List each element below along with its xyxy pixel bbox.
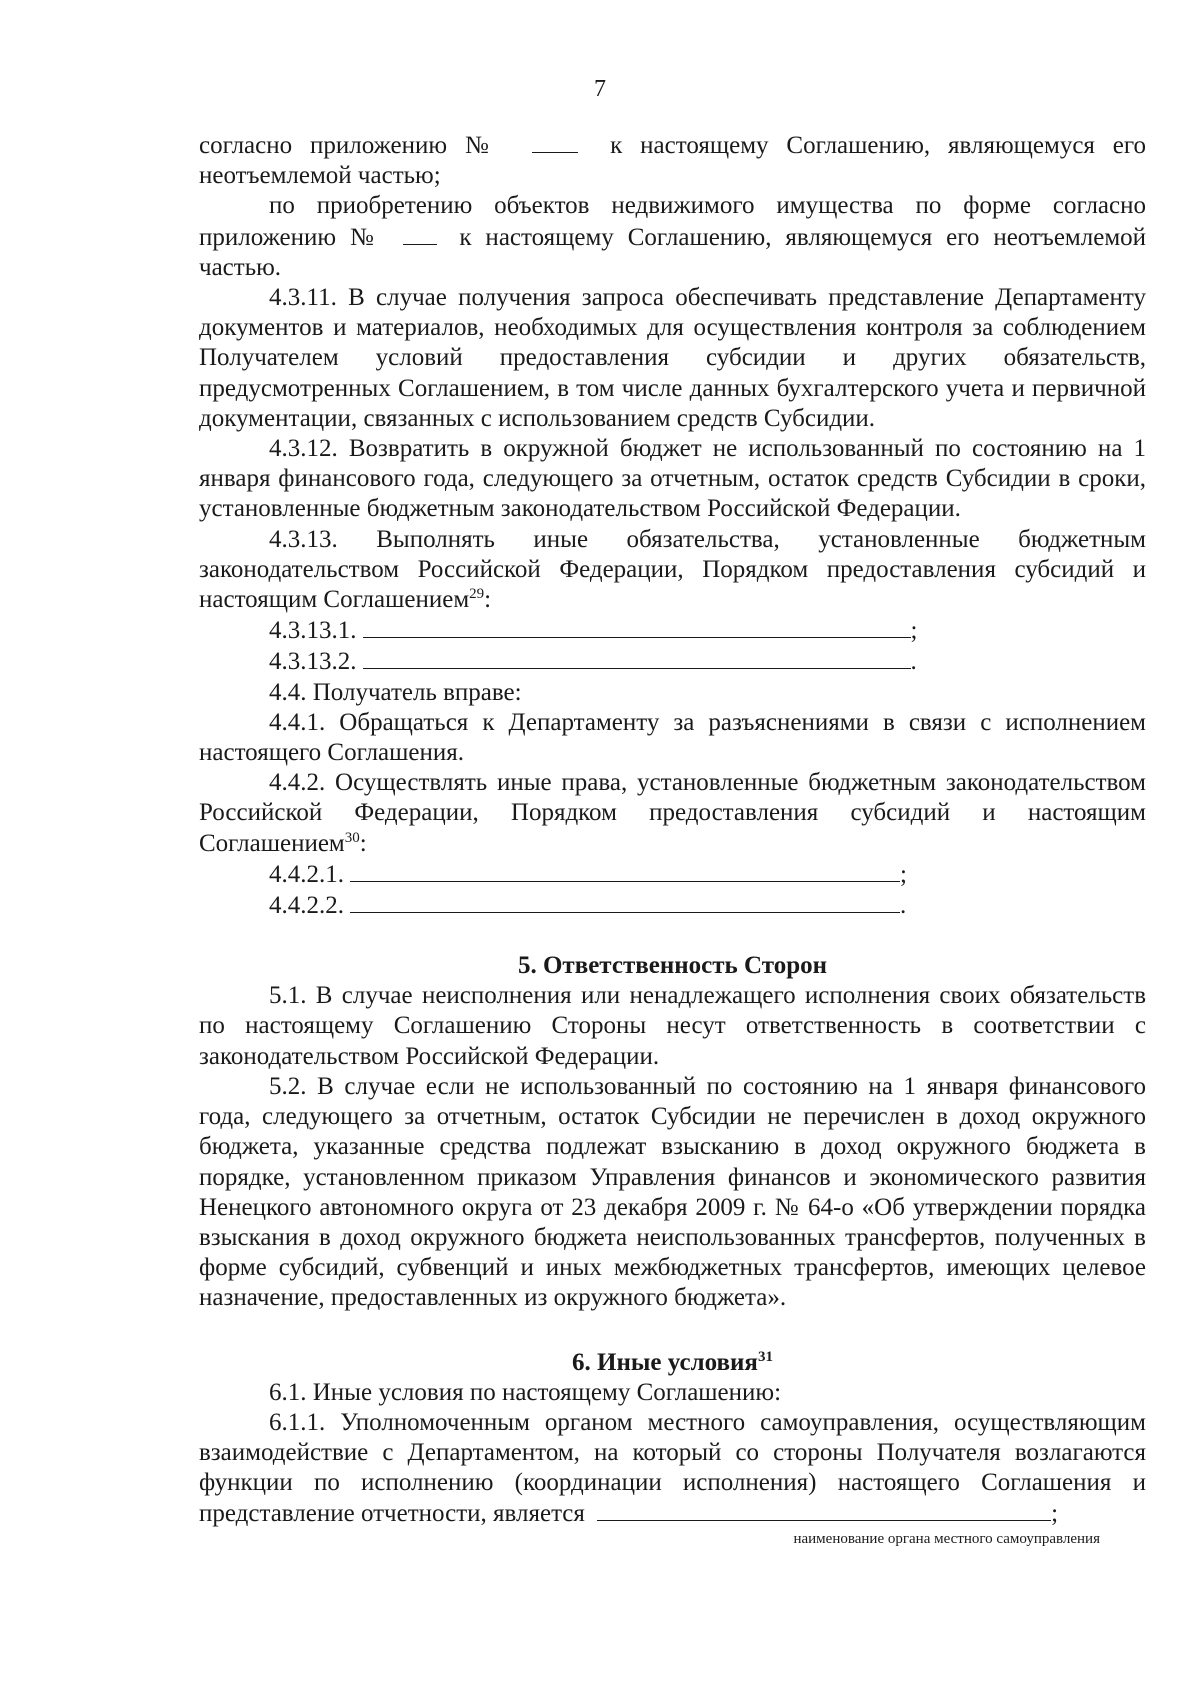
paragraph-text: 4.3.13. Выполнять иные обязательства, установленные бюджетным законодательством Российской Федерации, Порядком предоставления субсидий и настоящим Соглашением: [199, 525, 1146, 614]
blank-line: [532, 130, 578, 153]
fill-line-label: 4.3.13.2.: [269, 648, 357, 676]
page-number: 7: [594, 76, 606, 102]
paragraph-real-estate: [199, 191, 1146, 283]
fill-line-4-3-13-2: [199, 646, 1146, 677]
paragraph-annex-reference: [199, 130, 1146, 191]
footnote-marker: 30: [344, 829, 360, 846]
section-6-title: 6. Иные условия: [572, 1348, 758, 1376]
paragraph-text: 4.4.2. Осуществлять иные права, установленные бюджетным законодательством Российской Федерации, Порядком предоставления субсидий и настоящим Соглашением: [199, 769, 1146, 857]
blank-line: [597, 1498, 1051, 1521]
paragraph-6-1: 6.1. Иные условия по настоящему Соглашению:: [269, 1378, 782, 1406]
blank-line: [350, 859, 900, 882]
document-body: [199, 130, 1146, 1548]
paragraph-4-3-12: 4.3.12. Возвратить в окружной бюджет не использованный по состоянию на 1 января финансового года, следующего за отчетным, остаток средств Субсидии в сроки, установленные бюджетным законодательством Российской Федерации.: [199, 435, 1146, 523]
fill-line-label: 4.4.2.1.: [269, 860, 344, 888]
footnote-marker: 29: [469, 586, 485, 603]
fill-line-label: 4.3.13.1.: [269, 617, 357, 645]
spacer: [199, 1314, 1146, 1348]
field-caption: наименование органа местного самоуправления: [793, 1530, 1100, 1547]
paragraph-text: по приобретению объектов недвижимого имущества по форме согласно приложению №: [199, 192, 1146, 251]
paragraph-end: ;: [1051, 1500, 1059, 1528]
fill-line-end: .: [910, 648, 917, 676]
fill-line-label: 4.4.2.2.: [269, 892, 344, 920]
fill-line-end: ;: [910, 617, 918, 645]
spacer: [199, 921, 1146, 951]
blank-line: [350, 890, 900, 913]
paragraph-6-1-1: [199, 1408, 1146, 1530]
paragraph-5-1: 5.1. В случае неисполнения или ненадлежащего исполнения своих обязательств по настоящему Соглашению Стороны несут ответственность в соответствии с законодательством Российской Федерации.: [199, 982, 1146, 1070]
blank-line: [363, 615, 911, 638]
paragraph-4-3-13: [199, 525, 1146, 616]
paragraph-end: :: [359, 829, 367, 857]
paragraph-text: к настоящему Соглашению, являющемуся его неотъемлемой частью.: [199, 223, 1147, 281]
paragraph-4-3-11: 4.3.11. В случае получения запроса обеспечивать представление Департаменту документов и материалов, необходимых для осуществления контроля за соблюдением Получателем условий предоставления субсидии и других обязательств, предусмотренных Соглашением, в том числе данных бухгалтерского учета и первичной документации, связанных с использованием средств Субсидии.: [199, 284, 1146, 432]
paragraph-text: 6.1.1. Уполномоченным органом местного самоуправления, осуществляющим взаимодействие с Департаментом, на который со стороны Получателя возлагаются функции по исполнению (координации исполнения) настоящего Соглашения и представление отчетности, является: [199, 1408, 1146, 1528]
fill-line-end: ;: [900, 860, 907, 888]
section-5-heading: 5. Ответственность Сторон: [517, 952, 828, 980]
fill-line-4-4-2-2: [199, 890, 1146, 921]
fill-line-end: .: [900, 892, 907, 920]
fill-line-4-3-13-1: [199, 615, 1146, 646]
fill-line-4-4-2-1: [199, 859, 1146, 890]
paragraph-4-4: 4.4. Получатель вправе:: [269, 678, 522, 706]
paragraph-text: к настоящему Соглашению, являющемуся его неотъемлемой частью;: [199, 132, 1147, 190]
section-6-heading: [199, 1348, 1146, 1378]
paragraph-end: :: [484, 586, 492, 614]
paragraph-5-2: 5.2. В случае если не использованный по состоянию на 1 января финансового года, следующего за отчетным, остаток Субсидии не перечислен в доход окружного бюджета, указанные средства подлежат взысканию в доход окружного бюджета в порядке, установленном приказом Управления финансов и экономического развития Ненецкого автономного округа от 23 декабря 2009 г. № 64-о «Об утверждении порядка взыскания в доход окружного бюджета неиспользованных трансфертов, полученных в форме субсидий, субвенций и иных межбюджетных трансфертов, имеющих целевое назначение, предоставленных из окружного бюджета».: [199, 1072, 1146, 1312]
paragraph-4-4-2: [199, 768, 1146, 859]
paragraph-text: согласно приложению №: [199, 132, 501, 159]
paragraph-4-4-1: 4.4.1. Обращаться к Департаменту за разъяснениями в связи с исполнением настоящего Соглашения.: [199, 708, 1146, 767]
blank-line: [403, 222, 437, 245]
footnote-marker: 31: [757, 1348, 773, 1365]
blank-line: [363, 646, 911, 669]
